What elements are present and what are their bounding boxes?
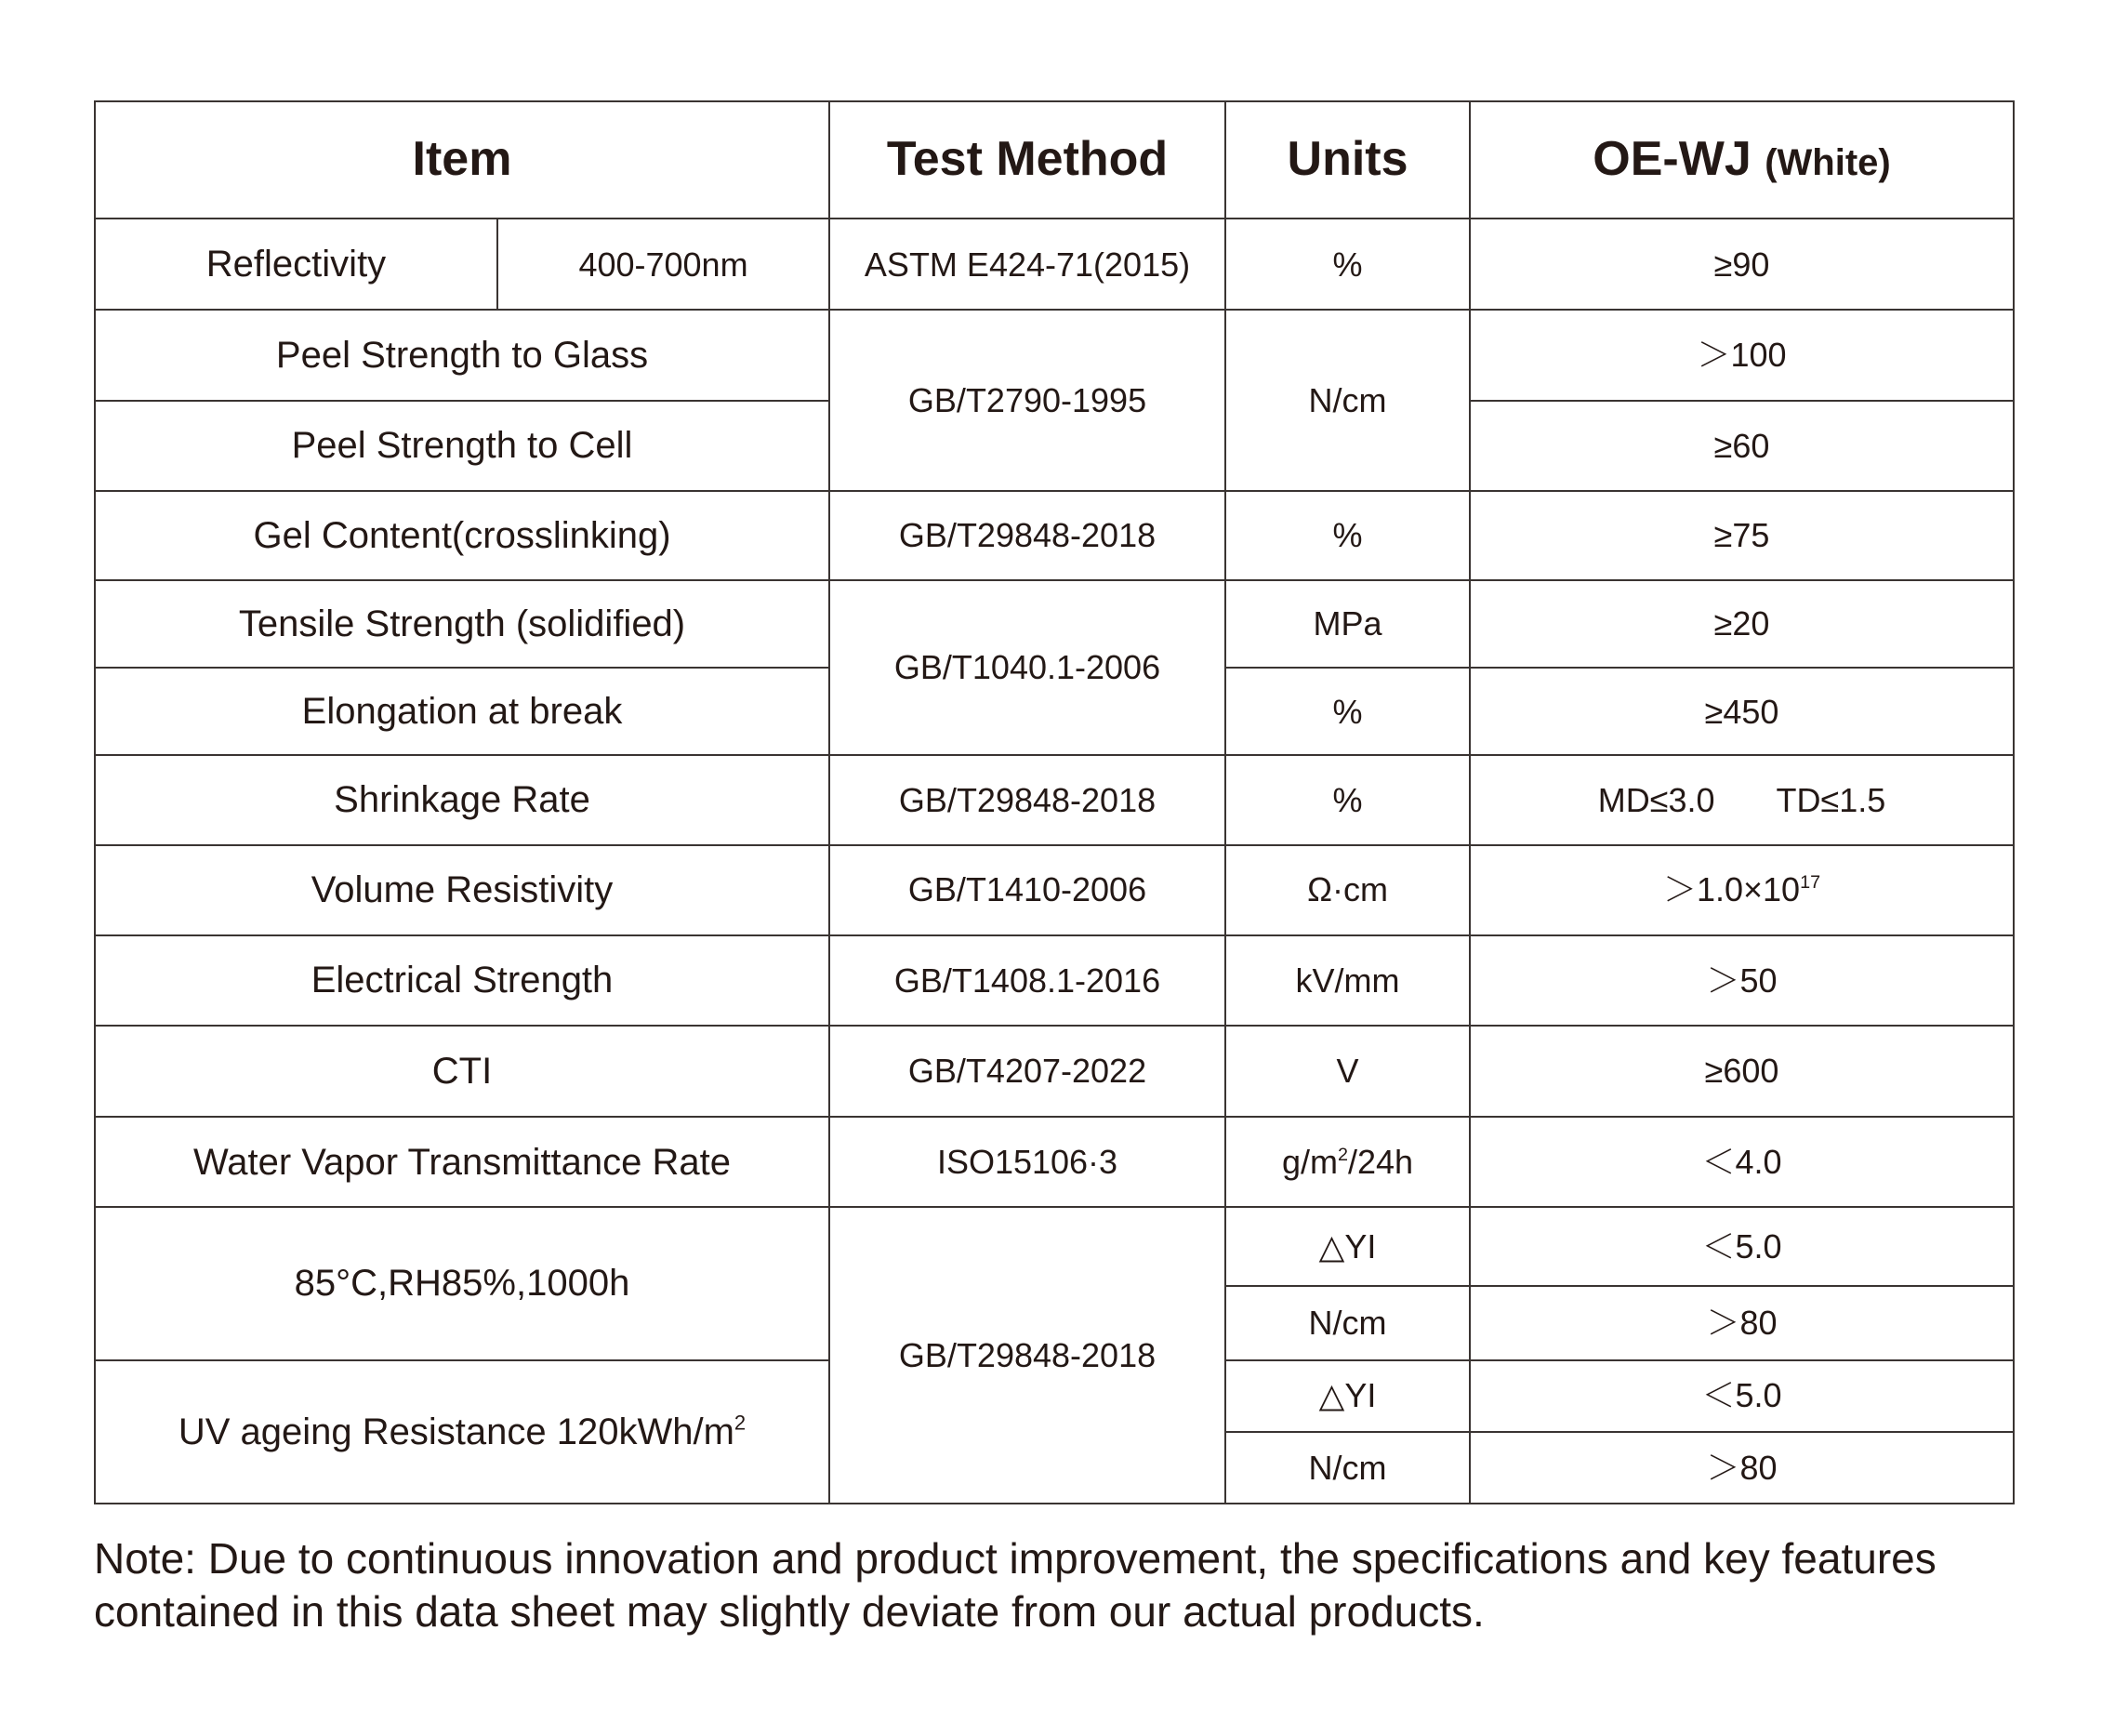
item-damp-heat: 85°C,RH85%,1000h — [95, 1207, 829, 1359]
value-tensile-strength: ≥20 — [1470, 580, 2014, 668]
table-row — [95, 845, 2014, 935]
value-peel-glass: ＞100 — [1470, 310, 2014, 400]
unit-wvtr — [1225, 1117, 1470, 1207]
item-uv-ageing — [95, 1360, 829, 1504]
table-row — [95, 580, 2014, 668]
value-shrinkage-td: TD≤1.5 — [1776, 780, 1886, 819]
unit-electrical-strength: kV/mm — [1225, 935, 1470, 1026]
method-electrical-strength: GB/T1408.1-2016 — [829, 935, 1225, 1026]
table-row — [95, 219, 2014, 310]
item-uv-ageing-base: UV ageing Resistance 120kWh/m — [178, 1411, 734, 1452]
unit-reflectivity: % — [1225, 219, 1470, 310]
unit-cti: V — [1225, 1026, 1470, 1117]
item-reflectivity: Reflectivity — [95, 219, 497, 310]
disclaimer-note: Note: Due to continuous innovation and product improvement, the specifications and key features contained in this data sheet may slightly deviate from our actual products. — [94, 1534, 1937, 1636]
value-shrinkage-md: MD≤3.0 — [1597, 780, 1715, 819]
method-reflectivity: ASTM E424-71(2015) — [829, 219, 1225, 310]
value-peel-cell: ≥60 — [1470, 401, 2014, 491]
table-row — [95, 491, 2014, 580]
value-damp-heat-yi: ＜5.0 — [1470, 1207, 2014, 1286]
table-row — [95, 310, 2014, 400]
value-volume-base: ＞1.0×10 — [1662, 870, 1801, 909]
table-row — [95, 1207, 2014, 1286]
value-reflectivity: ≥90 — [1470, 219, 2014, 310]
method-wvtr: ISO15106·3 — [829, 1117, 1225, 1207]
method-peel: GB/T2790-1995 — [829, 310, 1225, 490]
method-cti: GB/T4207-2022 — [829, 1026, 1225, 1117]
unit-uv-yi: △YI — [1225, 1360, 1470, 1432]
unit-damp-heat-yi: △YI — [1225, 1207, 1470, 1286]
method-ageing: GB/T29848-2018 — [829, 1207, 1225, 1504]
value-volume-exponent: 17 — [1800, 872, 1821, 894]
item-uv-ageing-exponent: 2 — [734, 1411, 747, 1435]
table-row — [95, 1026, 2014, 1117]
value-wvtr: ＜4.0 — [1470, 1117, 2014, 1207]
unit-wvtr-tail: /24h — [1347, 1142, 1414, 1181]
unit-tensile-strength: MPa — [1225, 580, 1470, 668]
value-volume-resistivity — [1470, 845, 2014, 935]
header-units: Units — [1225, 101, 1470, 219]
item-shrinkage-rate: Shrinkage Rate — [95, 755, 829, 844]
item-volume-resistivity: Volume Resistivity — [95, 845, 829, 935]
unit-gel-content: % — [1225, 491, 1470, 580]
value-cti: ≥600 — [1470, 1026, 2014, 1117]
header-row — [95, 101, 2014, 219]
unit-damp-heat-peel: N/cm — [1225, 1286, 1470, 1359]
value-uv-peel: ＞80 — [1470, 1432, 2014, 1504]
value-damp-heat-peel: ＞80 — [1470, 1286, 2014, 1359]
header-product-color: (White) — [1765, 142, 1891, 184]
method-tensile: GB/T1040.1-2006 — [829, 580, 1225, 755]
table-row — [95, 755, 2014, 844]
header-item: Item — [95, 101, 829, 219]
header-value — [1470, 101, 2014, 219]
header-product-name: OE-WJ — [1593, 132, 1752, 187]
table-row — [95, 1117, 2014, 1207]
method-gel-content: GB/T29848-2018 — [829, 491, 1225, 580]
unit-wvtr-base: g/m — [1281, 1142, 1338, 1181]
value-shrinkage-rate — [1470, 755, 2014, 844]
method-volume-resistivity: GB/T1410-2006 — [829, 845, 1225, 935]
table-row — [95, 935, 2014, 1026]
method-shrinkage-rate: GB/T29848-2018 — [829, 755, 1225, 844]
value-electrical-strength: ＞50 — [1470, 935, 2014, 1026]
value-uv-yi: ＜5.0 — [1470, 1360, 2014, 1432]
unit-volume-resistivity: Ω·cm — [1225, 845, 1470, 935]
value-elongation: ≥450 — [1470, 668, 2014, 755]
unit-uv-peel: N/cm — [1225, 1432, 1470, 1504]
item-peel-cell: Peel Strength to Cell — [95, 401, 829, 491]
unit-shrinkage-rate: % — [1225, 755, 1470, 844]
item-wvtr: Water Vapor Transmittance Rate — [95, 1117, 829, 1207]
item-tensile-strength: Tensile Strength (solidified) — [95, 580, 829, 668]
unit-wvtr-exponent: 2 — [1337, 1145, 1348, 1166]
unit-peel: N/cm — [1225, 310, 1470, 490]
item-peel-glass: Peel Strength to Glass — [95, 310, 829, 400]
reflectivity-range: 400-700nm — [497, 219, 829, 310]
value-gel-content: ≥75 — [1470, 491, 2014, 580]
spec-table — [94, 100, 2015, 1504]
unit-elongation: % — [1225, 668, 1470, 755]
item-gel-content: Gel Content(crosslinking) — [95, 491, 829, 580]
item-cti: CTI — [95, 1026, 829, 1117]
header-test-method: Test Method — [829, 101, 1225, 219]
item-electrical-strength: Electrical Strength — [95, 935, 829, 1026]
item-elongation: Elongation at break — [95, 668, 829, 755]
